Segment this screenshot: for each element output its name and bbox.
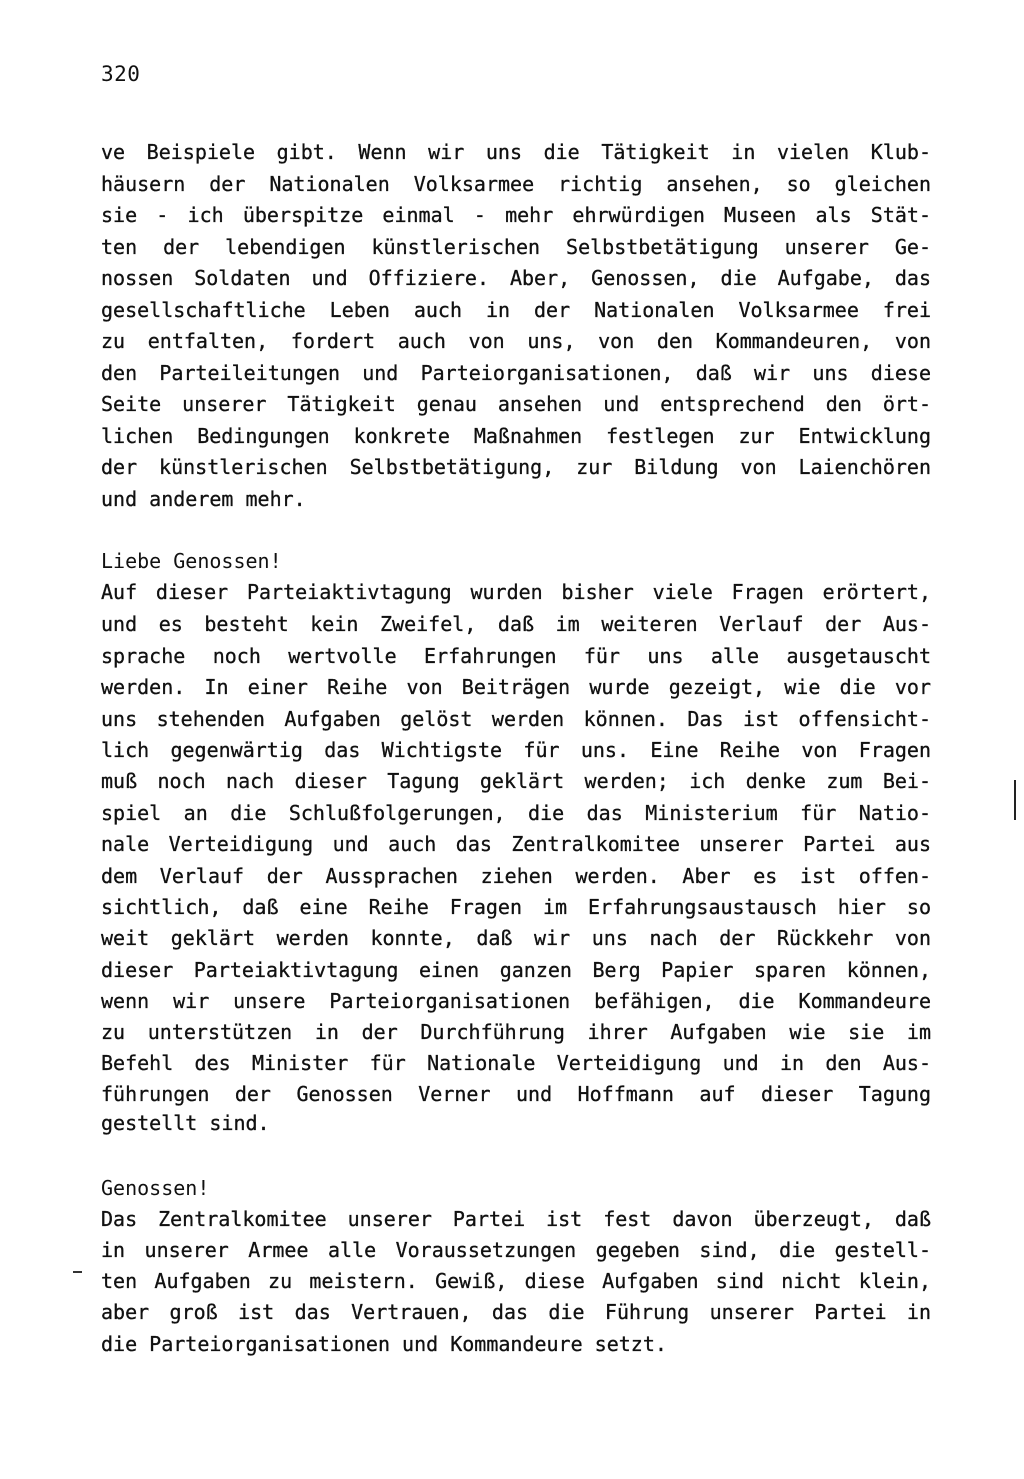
text-line: muß noch nach dieser Tagung geklärt werden; ich denke zum Bei- [101,769,931,793]
text-line: zu entfalten, fordert auch von uns, von den Kommandeuren, von [101,329,931,353]
text-line: sie - ich überspitze einmal - mehr ehrwürdigen Museen als Stät- [101,203,931,227]
text-line: den Parteileitungen und Parteiorganisationen, daß wir uns diese [101,361,931,385]
margin-line-mark [1014,780,1016,820]
text-line: sprache noch wertvolle Erfahrungen für uns alle ausgetauscht [101,644,931,668]
text-line: ten Aufgaben zu meistern. Gewiß, diese Aufgaben sind nicht klein, [101,1269,931,1293]
margin-dash-mark [73,1271,82,1273]
text-line: Auf dieser Parteiaktivtagung wurden bisher viele Fragen erörtert, [101,580,931,604]
page-number: 320 [101,62,141,86]
text-line: führungen der Genossen Verner und Hoffmann auf dieser Tagung [101,1082,931,1106]
text-line: in unserer Armee alle Voraussetzungen gegeben sind, die gestell- [101,1238,931,1262]
text-line: lichen Bedingungen konkrete Maßnahmen festlegen zur Entwicklung [101,424,931,448]
text-line: nossen Soldaten und Offiziere. Aber, Genossen, die Aufgabe, das [101,266,931,290]
text-line: spiel an die Schlußfolgerungen, die das Ministerium für Natio- [101,801,931,825]
text-line: der künstlerischen Selbstbetätigung, zur Bildung von Laienchören [101,455,931,479]
text-line: und anderem mehr. [101,487,306,511]
text-line: sichtlich, daß eine Reihe Fragen im Erfahrungsaustausch hier so [101,895,931,919]
text-line: zu unterstützen in der Durchführung ihrer Aufgaben wie sie im [101,1020,931,1044]
text-line: die Parteiorganisationen und Kommandeure setzt. [101,1332,667,1356]
text-line: Seite unserer Tätigkeit genau ansehen und entsprechend den ört- [101,392,931,416]
text-line: uns stehenden Aufgaben gelöst werden können. Das ist offensicht- [101,707,931,731]
text-line: Befehl des Minister für Nationale Verteidigung und in den Aus- [101,1051,931,1075]
text-line: und es besteht kein Zweifel, daß im weiteren Verlauf der Aus- [101,612,931,636]
text-line: aber groß ist das Vertrauen, das die Führung unserer Partei in [101,1300,931,1324]
text-line: gestellt sind. [101,1111,270,1135]
text-line: werden. In einer Reihe von Beiträgen wurde gezeigt, wie die vor [101,675,931,699]
text-line: Das Zentralkomitee unserer Partei ist fest davon überzeugt, daß [101,1207,931,1231]
text-line: gesellschaftliche Leben auch in der Nationalen Volksarmee frei [101,298,931,322]
salutation: Liebe Genossen! [101,549,282,573]
text-line: häusern der Nationalen Volksarmee richtig ansehen, so gleichen [101,172,931,196]
salutation: Genossen! [101,1176,210,1200]
text-line: wenn wir unsere Parteiorganisationen befähigen, die Kommandeure [101,989,931,1013]
text-line: lich gegenwärtig das Wichtigste für uns. Eine Reihe von Fragen [101,738,931,762]
text-line: weit geklärt werden konnte, daß wir uns nach der Rückkehr von [101,926,931,950]
text-line: ve Beispiele gibt. Wenn wir uns die Tätigkeit in vielen Klub- [101,140,931,164]
text-line: dieser Parteiaktivtagung einen ganzen Berg Papier sparen können, [101,958,931,982]
text-line: ten der lebendigen künstlerischen Selbstbetätigung unserer Ge- [101,235,931,259]
text-line: dem Verlauf der Aussprachen ziehen werden. Aber es ist offen- [101,864,931,888]
text-line: nale Verteidigung und auch das Zentralkomitee unserer Partei aus [101,832,931,856]
